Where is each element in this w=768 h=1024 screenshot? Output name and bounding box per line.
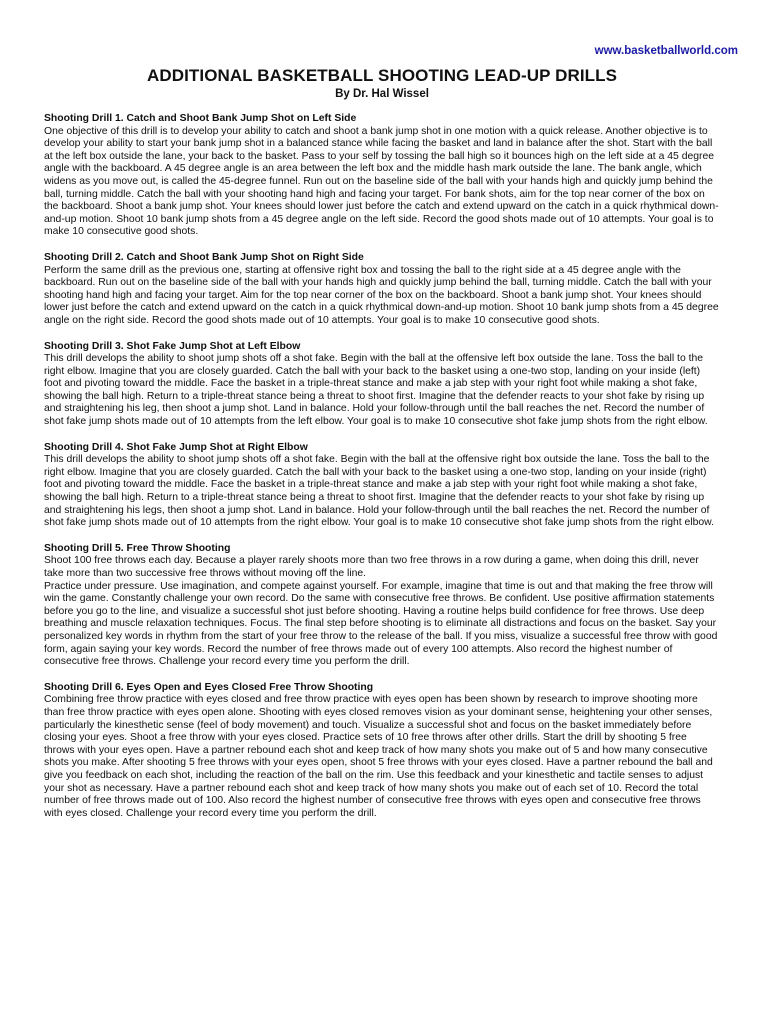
- drill-paragraph: Perform the same drill as the previous one, starting at offensive right box and tossing the ball to the right side at a 45 degree angle with the backboard. Run out on the baseline side of the ball with your hands high and quickly jump behind the ball, turning middle. Catch the ball with your shooting hand high and facing your target. Aim for the top near corner of the box on the backboard. Shoot a bank jump shot. Your knees should lower just before the catch and extend upward on the catch in a quick rhythmical down-and-up motion. Shoot 10 bank jump shots from a 45 degree angle on the right side. Record the good shots made out of 10 attempts. Your goal is to make 10 consecutive good shots.: [44, 264, 719, 326]
- drill-section: [44, 252, 720, 328]
- document-page: [44, 44, 720, 833]
- drill-paragraph: This drill develops the ability to shoot jump shots off a shot fake. Begin with the ball at the offensive left box outside the lane. Toss the ball to the right elbow. Imagine that you are closely guarded. Catch the ball with your back to the basket using a one-two stop, landing on your inside (left) foot and pivoting toward the middle. Face the basket in a triple-threat stance and make a jab step with your right foot while making a shot fake, showing the ball high. Return to a triple-threat stance being a threat to shoot first. Imagine that the defender reacts to your shot fake by rising up and straightening his leg, then shoot a jump shot. Land in balance. Hold your follow-through until the ball reaches the net. Record the number of shot fake jump shots made out of 10 attempts from the left elbow. Your goal is to make 10 consecutive shot fake jump shots from the right elbow.: [44, 353, 708, 428]
- drill-paragraph: Shoot 100 free throws each day. Because a player rarely shoots more than two free throws in a row during a game, when doing this drill, never take more than two successive free throws without moving off the line.: [44, 555, 699, 579]
- drill-heading: Shooting Drill 5. Free Throw Shooting: [44, 542, 231, 554]
- document-title: ADDITIONAL BASKETBALL SHOOTING LEAD-UP DRILLS: [146, 66, 618, 85]
- drill-section: [44, 341, 720, 429]
- drill-section: [44, 682, 720, 821]
- drill-heading: Shooting Drill 2. Catch and Shoot Bank Jump Shot on Right Side: [44, 251, 364, 263]
- drill-heading: Shooting Drill 6. Eyes Open and Eyes Closed Free Throw Shooting: [44, 681, 374, 693]
- drill-paragraph: One objective of this drill is to develop your ability to catch and shoot a bank jump shot in one motion with a quick release. Another objective is to develop your ability to start your bank jump shot in a balanced stance while facing the basket and land in balance after the shot. Start with the ball at the left box outside the lane, your back to the basket. Pass to your self by tossing the ball high so it bounces high on the left side at a 45 degree angle with the backboard. A 45 degree angle is an area between the left box and the middle hash mark outside the lane. The bank angle, which widens as you move out, is called the 45-degree funnel. Run out on the baseline side of the ball with your hands high and quickly jump behind the ball, turning middle. Catch the ball with your shooting hand high and facing your target. For bank shots, aim for the top near corner of the box on the backboard. Shoot a bank jump shot. Your knees should lower just before the catch and extend upward on the catch in a quick rhythmical down-and-up motion. Shoot 10 bank jump shots from a 45 degree angle on the left side. Record the good shots made out of 10 attempts. Your goal is to make 10 consecutive good shots.: [44, 125, 719, 238]
- drill-section: [44, 543, 720, 669]
- drill-heading: Shooting Drill 3. Shot Fake Jump Shot at Left Elbow: [44, 340, 301, 352]
- drills-list: [44, 113, 720, 820]
- drill-section: [44, 113, 720, 239]
- drill-paragraph: Combining free throw practice with eyes closed and free throw practice with eyes open has been shown by research to improve shooting more than free throw practice with eyes open alone. Shooting with eyes closed removes vision as your dominant sense, heightening your other senses, particularly the kinesthetic sense (feel of body movement) and touch. Visualize a successful shot and focus on the basket immediately before closing your eyes. Shoot a free throw with your eyes closed. Practice sets of 10 free throws after other drills. Start the drill by shooting 5 free throws with your eyes open. Have a partner rebound each shot and keep track of how many shots you make out of 5 and how many consecutive shots you make. After shooting 5 free throws with your eyes open, shoot 5 free throws with your eyes closed. Have a partner rebound the ball and give you feedback on each shot, including the reaction of the ball on the rim. Use this feedback and your kinesthetic and tactile senses to adjust your shot as necessary. Have a partner rebound each shot and keep track of how many shots you make out of each set of 10. Record the total number of free throws made out of 100. Also record the highest number of consecutive free throws with eyes open and consecutive free throws with eyes closed. Challenge your record every time you perform the drill.: [44, 694, 713, 819]
- document-author: By Dr. Hal Wissel: [335, 88, 429, 100]
- website-url-link[interactable]: www.basketballworld.com: [594, 45, 738, 57]
- drill-heading: Shooting Drill 1. Catch and Shoot Bank Jump Shot on Left Side: [44, 113, 357, 124]
- drill-section: [44, 442, 720, 530]
- drill-paragraph: Practice under pressure. Use imagination, and compete against yourself. For example, imagine that time is out and that making the free throw will win the game. Constantly challenge your own record. Do the same with consecutive free throws. Be confident. Use positive affirmation statements before you go to the line, and visualize a successful shot just before shooting. Having a routine helps build confidence for free throws. Use deep breathing and muscle relaxation techniques. Focus. The final step before shooting is to eliminate all distractions and focus on the basket. Say your personalized key words in rhythm from the start of your free throw to the release of the ball. If you miss, visualize a successful free throw with good form, again saying your key words. Record the number of free throws made out of every 100 attempts. Also record the highest number of consecutive free throws. Challenge your record every time you perform the drill.: [44, 580, 718, 668]
- drill-heading: Shooting Drill 4. Shot Fake Jump Shot at Right Elbow: [44, 441, 308, 453]
- drill-paragraph: This drill develops the ability to shoot jump shots off a shot fake. Begin with the ball at the offensive right box outside the lane. Toss the ball to the right elbow. Imagine that you are closely guarded. Catch the ball with your back to the basket using a one-two stop, landing on your inside (right) foot and pivoting toward the middle. Face the basket in a triple-threat stance and make a jab step with your right foot while making a shot fake, showing the ball high. Return to a triple-threat stance being a threat to shoot first. Imagine that the defender reacts to your shot fake by rising up and straightening his legs, then shoot a jump shot. Land in balance. Hold your follow-through until the ball reaches the net. Record the number of shot fake jump shots made out of 10 attempts from the right elbow. Your goal is to make 10 consecutive shot fake jump shots from the right elbow.: [44, 454, 714, 529]
